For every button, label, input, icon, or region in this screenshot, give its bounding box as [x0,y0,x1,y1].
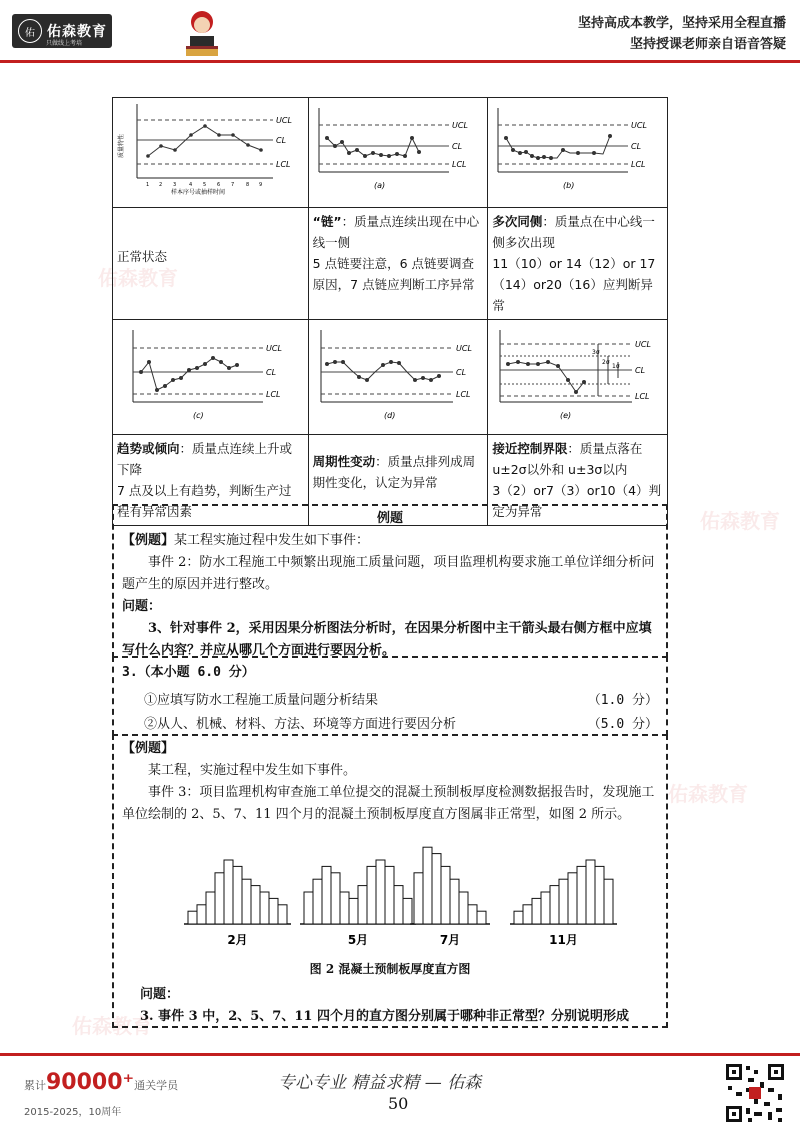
alumni-count: 累计90000⁺通关学员 [24,1070,179,1095]
histogram-bar [450,879,459,924]
page-number: 50 [388,1094,409,1113]
svg-text:7: 7 [231,182,235,188]
svg-text:LCL: LCL [631,160,646,169]
histogram-label: 2月 [227,933,248,947]
histogram-bar [459,892,468,924]
control-chart-normal [113,98,307,201]
histogram-bar [514,911,523,924]
histogram-bar [242,879,251,924]
answer-box [112,656,668,736]
chain-cell [308,208,488,320]
histogram-bar [532,898,541,924]
svg-text:CL: CL [455,368,466,377]
svg-text:UCL: UCL [635,340,652,349]
caption-e: (e) [560,411,572,420]
control-chart-c [113,320,307,428]
svg-text:9: 9 [259,182,263,188]
figure-caption: 图 2 混凝土预制板厚度直方图 [309,962,471,976]
histogram-bar [432,854,441,924]
watermark: 佑森教育 [72,1014,152,1038]
chart-d-cell [308,320,488,435]
caption-a: (a) [373,181,385,190]
chart-e-cell [488,320,668,435]
answer-title: 3.（本小题 6.0 分） [122,665,255,680]
histogram-label: 11月 [549,933,578,947]
svg-text:UCL: UCL [451,121,468,130]
slogan-line-2: 坚持授课老师亲自语音答疑 [629,37,786,52]
histogram-bar [423,847,432,924]
svg-text:LCL: LCL [455,390,471,399]
logo-text: 佑森教育 [47,24,107,40]
example-2-box [112,734,668,1028]
example-2-question: 3. 事件 3 中，2、5、7、11 四个月的直方图分别属于哪种非正常型？分别说明形成 [140,1009,629,1024]
logo-tagline: 只做线上考培 [46,40,83,47]
histogram-bar [224,860,233,924]
same-side-text: 多次同侧：质量点在中心线一侧多次出现 11（10）or 14（12）or 17（14）or20（16）应判断异常 [492,214,656,313]
histogram-bar [414,873,423,924]
svg-text:8: 8 [246,182,250,188]
svg-text:CL: CL [631,142,642,151]
svg-text:LCL: LCL [635,392,650,401]
histogram-bar [278,905,287,924]
example-1-event: 事件 2：防水工程施工中频繁出现施工质量问题，项目监理机构要求施工单位详细分析问题产生的原因并进行整改。 [122,555,655,592]
histogram-bar [604,879,613,924]
example-1-question: 3、针对事件 2，采用因果分析图法分析时，在因果分析图中主干箭头最右侧方框中应填写什么内容？并应从哪几个方面进行要因分析。 [122,621,652,658]
ucl-label: UCL [276,116,292,125]
answer-item-2: ②从人、机械、材料、方法、环境等方面进行要因分析 （5.0 分） [144,717,658,732]
histogram-bar [441,866,450,924]
histogram-bar [385,866,394,924]
histogram-bar [523,905,532,924]
near-limit-text: 接近控制界限：质量点落在u±2σ以外和 u±3σ以内 3（2）or7（3）or10（4）判定为异常 [492,441,662,519]
caption-c: (c) [193,411,204,420]
watermark: 佑森教育 [98,266,178,290]
histogram-bar [188,911,197,924]
example-heading: 例题 [376,511,403,526]
histogram-bar [313,879,322,924]
histogram-bar [260,892,269,924]
svg-text:2σ: 2σ [602,359,610,366]
histogram-bar [568,873,577,924]
histogram-bar [577,866,586,924]
histogram-bar [541,892,550,924]
svg-text:3: 3 [173,182,177,188]
histogram-bar [468,905,477,924]
trend-text: 趋势或倾向：质量点连续上升或下降 7 点及以上有趋势，判断生产过程有异常因素 [117,441,293,519]
caption-d: (d) [383,411,395,420]
svg-text:UCL: UCL [631,121,648,130]
histogram-bar [586,860,595,924]
histogram-bar [358,886,367,924]
control-chart-e [488,320,666,428]
histogram-bar [477,911,486,924]
normal-state-cell [113,208,309,320]
control-chart-a [309,98,487,201]
histogram-bar [394,886,403,924]
svg-text:LCL: LCL [451,160,467,169]
histogram-bar [550,886,559,924]
histogram-label: 5月 [347,933,369,947]
years-text: 2015-2025，10周年 [24,1107,122,1118]
histogram-bar [251,886,260,924]
svg-text:3σ: 3σ [592,349,600,356]
svg-text:UCL: UCL [266,344,282,353]
answer-item-1: ①应填写防水工程施工质量问题分析结果 （1.0 分） [144,693,658,708]
x-axis-label: 样本序号或抽样时间 [171,189,226,196]
histogram-figure [122,832,658,958]
example-1-question-label: 问题： [122,599,162,614]
histogram-bar [559,879,568,924]
svg-text:5: 5 [203,182,207,188]
footer-divider [0,1053,800,1056]
svg-text:6: 6 [217,182,221,188]
chart-normal-cell [113,98,309,208]
svg-text:CL: CL [266,368,277,377]
example-2-intro: 【例题】 [122,741,175,756]
control-chart-b [488,98,666,201]
example-2-intro-text: 某工程，实施过程中发生如下事件。 [148,763,357,778]
slogan-line-1: 坚持高成本教学，坚持采用全程直播 [577,16,786,31]
example-1-box [112,504,668,658]
same-side-cell [488,208,668,320]
histogram-bar [197,905,206,924]
y-axis-label: 质量特性 [118,133,125,158]
header-divider [0,60,800,63]
histogram-bar [215,873,224,924]
svg-text:UCL: UCL [455,344,472,353]
chart-b-cell [488,98,668,208]
example-1-intro: 【例题】某工程实施过程中发生如下事件： [122,533,370,548]
svg-text:1: 1 [146,182,150,188]
normal-state-text: 正常状态 [117,249,168,264]
control-chart-d [309,320,487,428]
svg-text:CL: CL [451,142,462,151]
chart-a-cell [308,98,488,208]
x-ticks [146,182,262,188]
caption-b: (b) [563,181,575,190]
histogram-bar [304,892,313,924]
histogram-bar [331,873,340,924]
svg-text:1σ: 1σ [612,363,620,370]
histogram-bar [376,860,385,924]
chain-text: “链”：质量点连续出现在中心线一侧 5 点链要注意，6 点链要调查原因，7 点链应判断工序异常 [312,214,480,292]
example-2-question-label: 问题： [140,987,180,1002]
histogram-1 [184,860,291,947]
watermark: 佑森教育 [700,509,780,533]
mascot-icon [178,8,226,58]
histogram-bar [233,866,242,924]
histogram-3 [410,847,490,947]
histogram-bar [269,898,278,924]
histogram-4 [510,860,617,947]
histogram-bar [206,892,215,924]
qr-code-icon [724,1062,786,1124]
watermark: 佑森教育 [668,782,748,806]
histogram-bar [595,866,604,924]
count-number: 90000⁺ [46,1070,135,1095]
svg-text:LCL: LCL [266,390,281,399]
histogram-bar [349,898,358,924]
control-chart-table [112,97,668,526]
svg-text:2: 2 [159,182,163,188]
histogram-2 [300,860,416,947]
cl-label: CL [276,136,287,145]
svg-text:CL: CL [635,366,646,375]
histogram-label: 7月 [439,933,461,947]
brand-logo [12,14,112,48]
lcl-label: LCL [276,160,291,169]
example-2-event: 事件 3：项目监理机构审查施工单位提交的混凝土预制板厚度检测数据报告时，发现施工单位绘制的 2、5、7、11 四个月的混凝土预制板厚度直方图属非正常型，如图 2 所示。 [122,785,655,822]
histogram-bar [322,866,331,924]
periodic-text: 周期性变动：质量点排列成周期性变化，认定为异常 [312,454,476,490]
histogram-bar [340,892,349,924]
logo-mark: 佑 [18,19,42,43]
chart-c-cell [113,320,309,435]
histogram-bar [403,898,412,924]
histogram-bar [367,866,376,924]
svg-text:4: 4 [189,182,193,188]
calligraphy-motto: 专心专业 精益求精 — 佑森 [278,1073,482,1093]
